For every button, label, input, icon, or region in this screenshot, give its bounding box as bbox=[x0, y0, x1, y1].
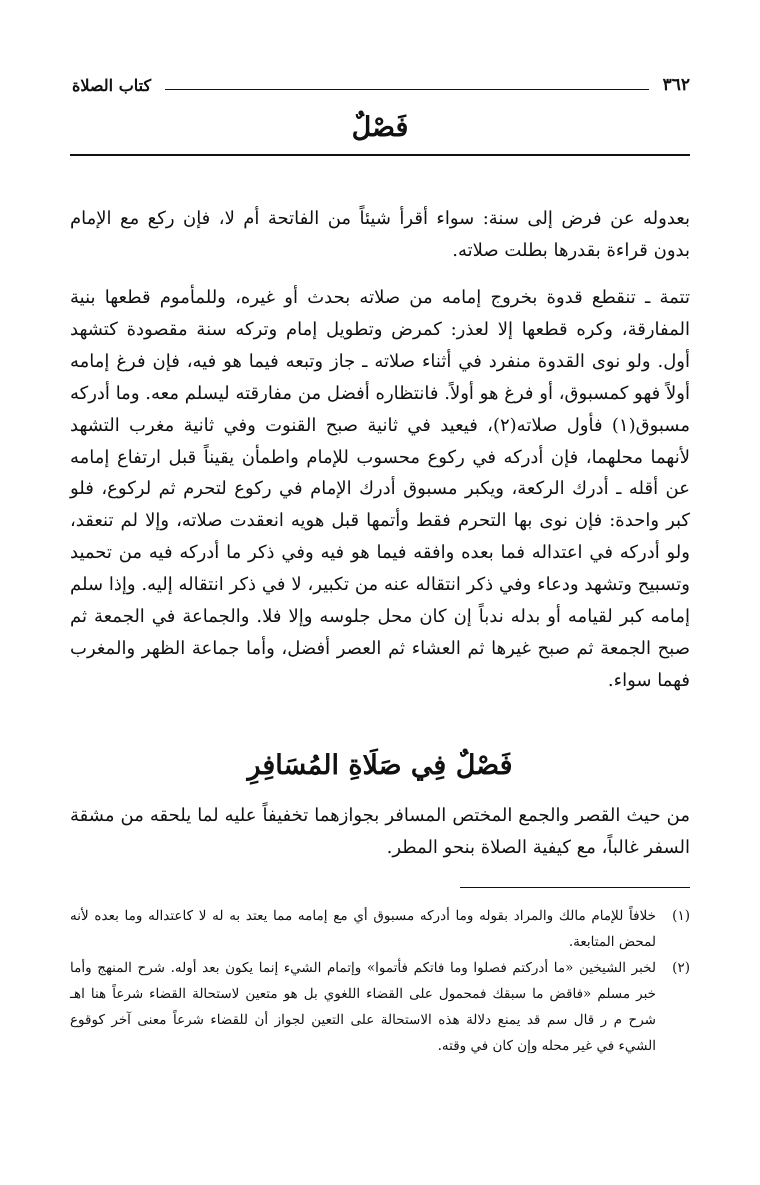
footnote-number: (٢) bbox=[672, 960, 690, 976]
footnote-text: خلافاً للإمام مالك والمراد بقوله وما أدركه مسبوق أي مع إمامه مما يعتد به له لا كاعتداله وما بعده لأنه لمحض المتابعة. bbox=[70, 908, 656, 950]
book-title: كتاب الصلاة bbox=[72, 75, 152, 95]
footnote-number: (١) bbox=[672, 908, 690, 924]
running-head bbox=[72, 72, 690, 98]
footnote-rule bbox=[460, 887, 690, 888]
title-rule bbox=[70, 154, 690, 156]
paragraph-2: تتمة ـ تنقطع قدوة بخروج إمامه من صلاته بحدث أو غيره، وللمأموم قطعها بنية المفارقة، وكره قطعها إلا لعذر: كمرض وتطويل إمام وتركه سنة مقصودة كتشهد أول. ولو نوى القدوة منفرد في أثناء صلاته ـ جاز وتبعه فيما هو فيه، فإن فرغ إمامه أولاً فهو كمسبوق، أو فرغ هو أولاً. فانتظاره أفضل من مفارقته ليسلم معه. وما أدركه مسبوق(١) فأول صلاته(٢)، فيعيد في ثانية صبح القنوت وفي ثانية مغرب التشهد لأنهما محلهما، فإن أدركه في ركوع محسوب للإمام واطمأن يقيناً قبل ارتفاع إمامه عن أقله ـ أدرك الركعة، ويكبر مسبوق أدرك الإمام في ركوع لتحرم ثم لركوع، فلو كبر واحدة: فإن نوى بها التحرم فقط وأتمها قبل هويه انعقدت صلاته، وإلا لم تنعقد، ولو أدركه في اعتداله فما بعده وافقه فيما هو فيه وفي ذكر ما أدركه فيه من تحميد وتسبيح وتشهد ودعاء وفي ذكر انتقاله عنه من تكبير، لا في ذكر انتقاله إليه. وإذا سلم إمامه كبر لقيامه أو بدله ندباً إن كان محل جلوسه وإلا فلا. والجماعة في الجمعة ثم صبح الجمعة ثم صبح غيرها ثم العشاء ثم العصر أفضل، وأما جماعة الظهر والمغرب فهما سواء. bbox=[70, 287, 691, 691]
header-rule bbox=[165, 89, 649, 90]
footnote-text: لخبر الشيخين «ما أدركتم فصلوا وما فاتكم فأتموا» وإتمام الشيء إنما يكون بعد أوله. شرح المنهج وأما خبر مسلم «فاقض ما سبقك فمحمول على القضاء اللغوي بل هو متعين لاستحالة القضاء شرعاً هنا اهـ شرح م ر قال سم قد يمنع دلالة هذه الاستحالة على التعين لجواز أن للقضاء شرعاً معنى آخر كوقوع الشيء في غير محله وإن كان في وقته. bbox=[70, 960, 656, 1054]
footnote-2 bbox=[70, 955, 690, 1059]
page-number: ٣٦٢ bbox=[662, 75, 690, 95]
section-heading: فَصْلٌ فِي صَلَاةِ المُسَافِرِ bbox=[247, 750, 513, 781]
footnotes bbox=[70, 903, 690, 1059]
footnote-1 bbox=[70, 903, 690, 955]
section-title: فَصْلٌ bbox=[351, 112, 409, 143]
paragraph-3: من حيث القصر والجمع المختص المسافر بجوازهما تخفيفاً عليه لما يلحقه من مشقة السفر غالباً، مع كيفية الصلاة بنحو المطر. bbox=[70, 805, 690, 858]
paragraph-1: بعدوله عن فرض إلى سنة: سواء أقرأ شيئاً من الفاتحة أم لا، فإن ركع مع الإمام بدون قراءة بقدرها بطلت صلاته. bbox=[70, 208, 690, 261]
